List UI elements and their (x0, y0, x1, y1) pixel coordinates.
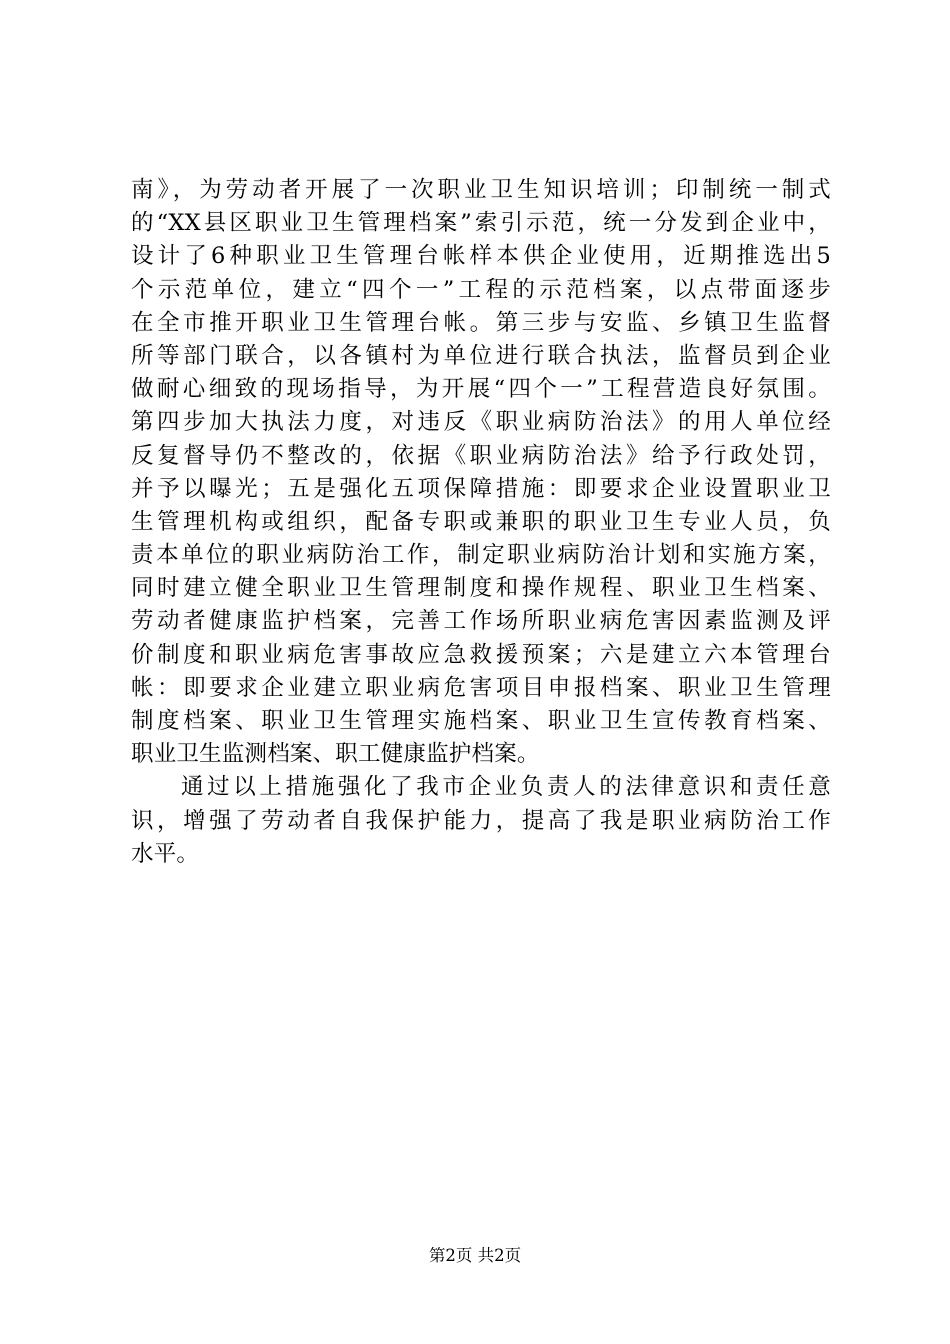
text-line: 所等部门联合，以各镇村为单位进行联合执法，监督员到企业 (131, 342, 831, 369)
text-line: 通过以上措施强化了我市企业负责人的法律意识和责任意 (181, 774, 831, 801)
text-line: 价制度和职业病危害事故应急救援预案；六是建立六本管理台 (131, 641, 831, 668)
text-line: 设计了6种职业卫生管理台帐样本供企业使用，近期推选出5 (131, 243, 831, 270)
text-line: 并予以曝光；五是强化五项保障措施：即要求企业设置职业卫 (131, 475, 831, 502)
text-line: 同时建立健全职业卫生管理制度和操作规程、职业卫生档案、 (131, 575, 831, 602)
text-line: 职业卫生监测档案、职工健康监护档案。 (131, 741, 540, 768)
text-line: 南》，为劳动者开展了一次职业卫生知识培训；印制统一制式 (131, 177, 831, 203)
page-number-label: 第2页 共2页 (428, 1246, 522, 1265)
text-line: 反复督导仍不整改的，依据《职业病防治法》给予行政处罚， (131, 442, 831, 469)
text-line: 水平。 (131, 840, 200, 867)
document-body (131, 174, 831, 871)
text-line: 劳动者健康监护档案，完善工作场所职业病危害因素监测及评 (131, 608, 831, 635)
text-line: 做耐心细致的现场指导，为开展“四个一”工程营造良好氛围。 (131, 376, 831, 403)
paragraph-1 (131, 174, 831, 771)
text-line: 在全市推开职业卫生管理台帐。第三步与安监、乡镇卫生监督 (131, 309, 831, 336)
paragraph-2 (131, 771, 831, 871)
text-line: 责本单位的职业病防治工作，制定职业病防治计划和实施方案， (131, 542, 831, 569)
text-line: 帐：即要求企业建立职业病危害项目申报档案、职业卫生管理 (131, 674, 831, 701)
text-line: 第四步加大执法力度，对违反《职业病防治法》的用人单位经 (131, 409, 831, 436)
text-line: 制度档案、职业卫生管理实施档案、职业卫生宣传教育档案、 (131, 708, 831, 734)
page-footer (0, 1244, 950, 1268)
text-line: 生管理机构或组织，配备专职或兼职的职业卫生专业人员，负 (131, 508, 831, 535)
text-line: 个示范单位，建立“四个一”工程的示范档案，以点带面逐步 (131, 276, 831, 303)
text-line: 的“XX县区职业卫生管理档案”索引示范，统一分发到企业中， (131, 210, 831, 237)
text-line: 识，增强了劳动者自我保护能力，提高了我是职业病防治工作 (131, 807, 831, 834)
